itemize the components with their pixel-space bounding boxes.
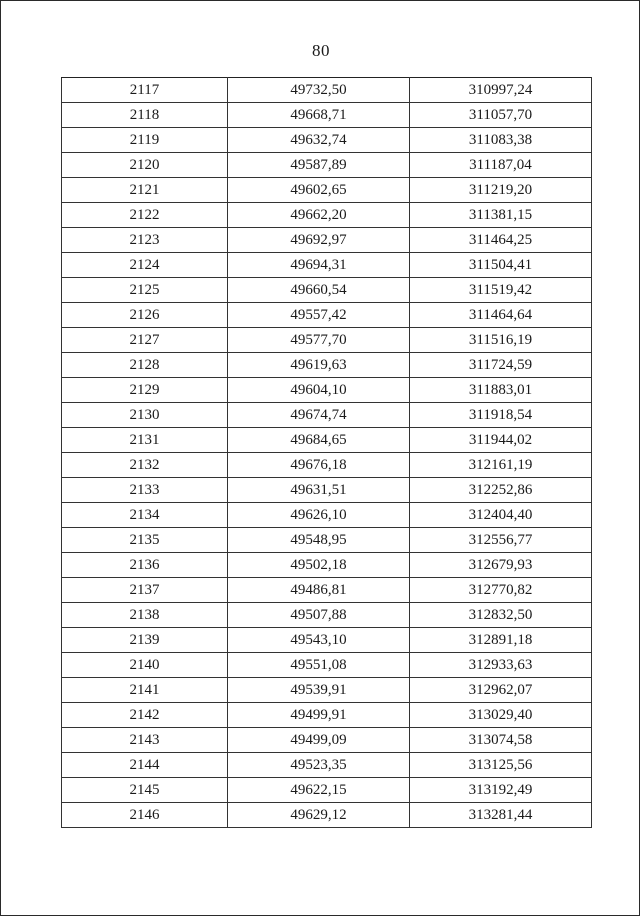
point-number-cell: 2132 [62,453,228,478]
table-row [62,678,592,703]
x-coordinate-cell: 49632,74 [228,128,410,153]
point-number-cell: 2124 [62,253,228,278]
point-number-cell: 2146 [62,803,228,828]
table-row [62,253,592,278]
y-coordinate-cell: 312252,86 [410,478,592,503]
x-coordinate-cell: 49602,65 [228,178,410,203]
table-row [62,103,592,128]
table-row [62,603,592,628]
table-row [62,578,592,603]
x-coordinate-cell: 49499,91 [228,703,410,728]
table-row [62,403,592,428]
x-coordinate-cell: 49662,20 [228,203,410,228]
point-number-cell: 2121 [62,178,228,203]
x-coordinate-cell: 49668,71 [228,103,410,128]
coordinates-table [61,77,592,828]
table-row [62,78,592,103]
table-row [62,328,592,353]
table-row [62,178,592,203]
point-number-cell: 2140 [62,653,228,678]
y-coordinate-cell: 311519,42 [410,278,592,303]
point-number-cell: 2127 [62,328,228,353]
table-row [62,353,592,378]
table-row [62,653,592,678]
point-number-cell: 2117 [62,78,228,103]
x-coordinate-cell: 49577,70 [228,328,410,353]
table-row [62,478,592,503]
y-coordinate-cell: 313029,40 [410,703,592,728]
point-number-cell: 2133 [62,478,228,503]
x-coordinate-cell: 49631,51 [228,478,410,503]
x-coordinate-cell: 49660,54 [228,278,410,303]
y-coordinate-cell: 313074,58 [410,728,592,753]
point-number-cell: 2138 [62,603,228,628]
y-coordinate-cell: 311219,20 [410,178,592,203]
x-coordinate-cell: 49499,09 [228,728,410,753]
point-number-cell: 2136 [62,553,228,578]
x-coordinate-cell: 49502,18 [228,553,410,578]
x-coordinate-cell: 49676,18 [228,453,410,478]
y-coordinate-cell: 312832,50 [410,603,592,628]
y-coordinate-cell: 312556,77 [410,528,592,553]
point-number-cell: 2139 [62,628,228,653]
x-coordinate-cell: 49539,91 [228,678,410,703]
table-row [62,503,592,528]
y-coordinate-cell: 311187,04 [410,153,592,178]
y-coordinate-cell: 312161,19 [410,453,592,478]
point-number-cell: 2137 [62,578,228,603]
x-coordinate-cell: 49587,89 [228,153,410,178]
point-number-cell: 2120 [62,153,228,178]
point-number-cell: 2134 [62,503,228,528]
point-number-cell: 2130 [62,403,228,428]
y-coordinate-cell: 313125,56 [410,753,592,778]
x-coordinate-cell: 49674,74 [228,403,410,428]
y-coordinate-cell: 311057,70 [410,103,592,128]
point-number-cell: 2144 [62,753,228,778]
point-number-cell: 2126 [62,303,228,328]
table-row [62,228,592,253]
point-number-cell: 2131 [62,428,228,453]
y-coordinate-cell: 311381,15 [410,203,592,228]
x-coordinate-cell: 49629,12 [228,803,410,828]
y-coordinate-cell: 311516,19 [410,328,592,353]
x-coordinate-cell: 49486,81 [228,578,410,603]
y-coordinate-cell: 311944,02 [410,428,592,453]
table-row [62,203,592,228]
table-row [62,428,592,453]
table-row [62,278,592,303]
table-row [62,778,592,803]
table-row [62,628,592,653]
y-coordinate-cell: 311504,41 [410,253,592,278]
x-coordinate-cell: 49557,42 [228,303,410,328]
x-coordinate-cell: 49626,10 [228,503,410,528]
x-coordinate-cell: 49732,50 [228,78,410,103]
x-coordinate-cell: 49548,95 [228,528,410,553]
y-coordinate-cell: 312962,07 [410,678,592,703]
table-row [62,153,592,178]
y-coordinate-cell: 312404,40 [410,503,592,528]
x-coordinate-cell: 49551,08 [228,653,410,678]
table-row [62,753,592,778]
point-number-cell: 2125 [62,278,228,303]
y-coordinate-cell: 313192,49 [410,778,592,803]
y-coordinate-cell: 310997,24 [410,78,592,103]
table-row [62,803,592,828]
page-number: 80 [312,41,330,60]
y-coordinate-cell: 312933,63 [410,653,592,678]
point-number-cell: 2118 [62,103,228,128]
x-coordinate-cell: 49604,10 [228,378,410,403]
y-coordinate-cell: 311464,25 [410,228,592,253]
x-coordinate-cell: 49622,15 [228,778,410,803]
y-coordinate-cell: 312770,82 [410,578,592,603]
table-row [62,378,592,403]
x-coordinate-cell: 49692,97 [228,228,410,253]
x-coordinate-cell: 49507,88 [228,603,410,628]
x-coordinate-cell: 49523,35 [228,753,410,778]
table-row [62,553,592,578]
y-coordinate-cell: 312891,18 [410,628,592,653]
point-number-cell: 2129 [62,378,228,403]
table-row [62,728,592,753]
point-number-cell: 2123 [62,228,228,253]
table-row [62,703,592,728]
x-coordinate-cell: 49684,65 [228,428,410,453]
table-row [62,303,592,328]
point-number-cell: 2128 [62,353,228,378]
x-coordinate-cell: 49694,31 [228,253,410,278]
x-coordinate-cell: 49619,63 [228,353,410,378]
y-coordinate-cell: 312679,93 [410,553,592,578]
point-number-cell: 2122 [62,203,228,228]
y-coordinate-cell: 311724,59 [410,353,592,378]
table-row [62,528,592,553]
y-coordinate-cell: 311918,54 [410,403,592,428]
point-number-cell: 2145 [62,778,228,803]
table-row [62,453,592,478]
point-number-cell: 2119 [62,128,228,153]
x-coordinate-cell: 49543,10 [228,628,410,653]
point-number-cell: 2143 [62,728,228,753]
y-coordinate-cell: 311883,01 [410,378,592,403]
y-coordinate-cell: 313281,44 [410,803,592,828]
coordinates-table-body [62,78,592,828]
table-row [62,128,592,153]
point-number-cell: 2142 [62,703,228,728]
point-number-cell: 2135 [62,528,228,553]
y-coordinate-cell: 311464,64 [410,303,592,328]
point-number-cell: 2141 [62,678,228,703]
y-coordinate-cell: 311083,38 [410,128,592,153]
